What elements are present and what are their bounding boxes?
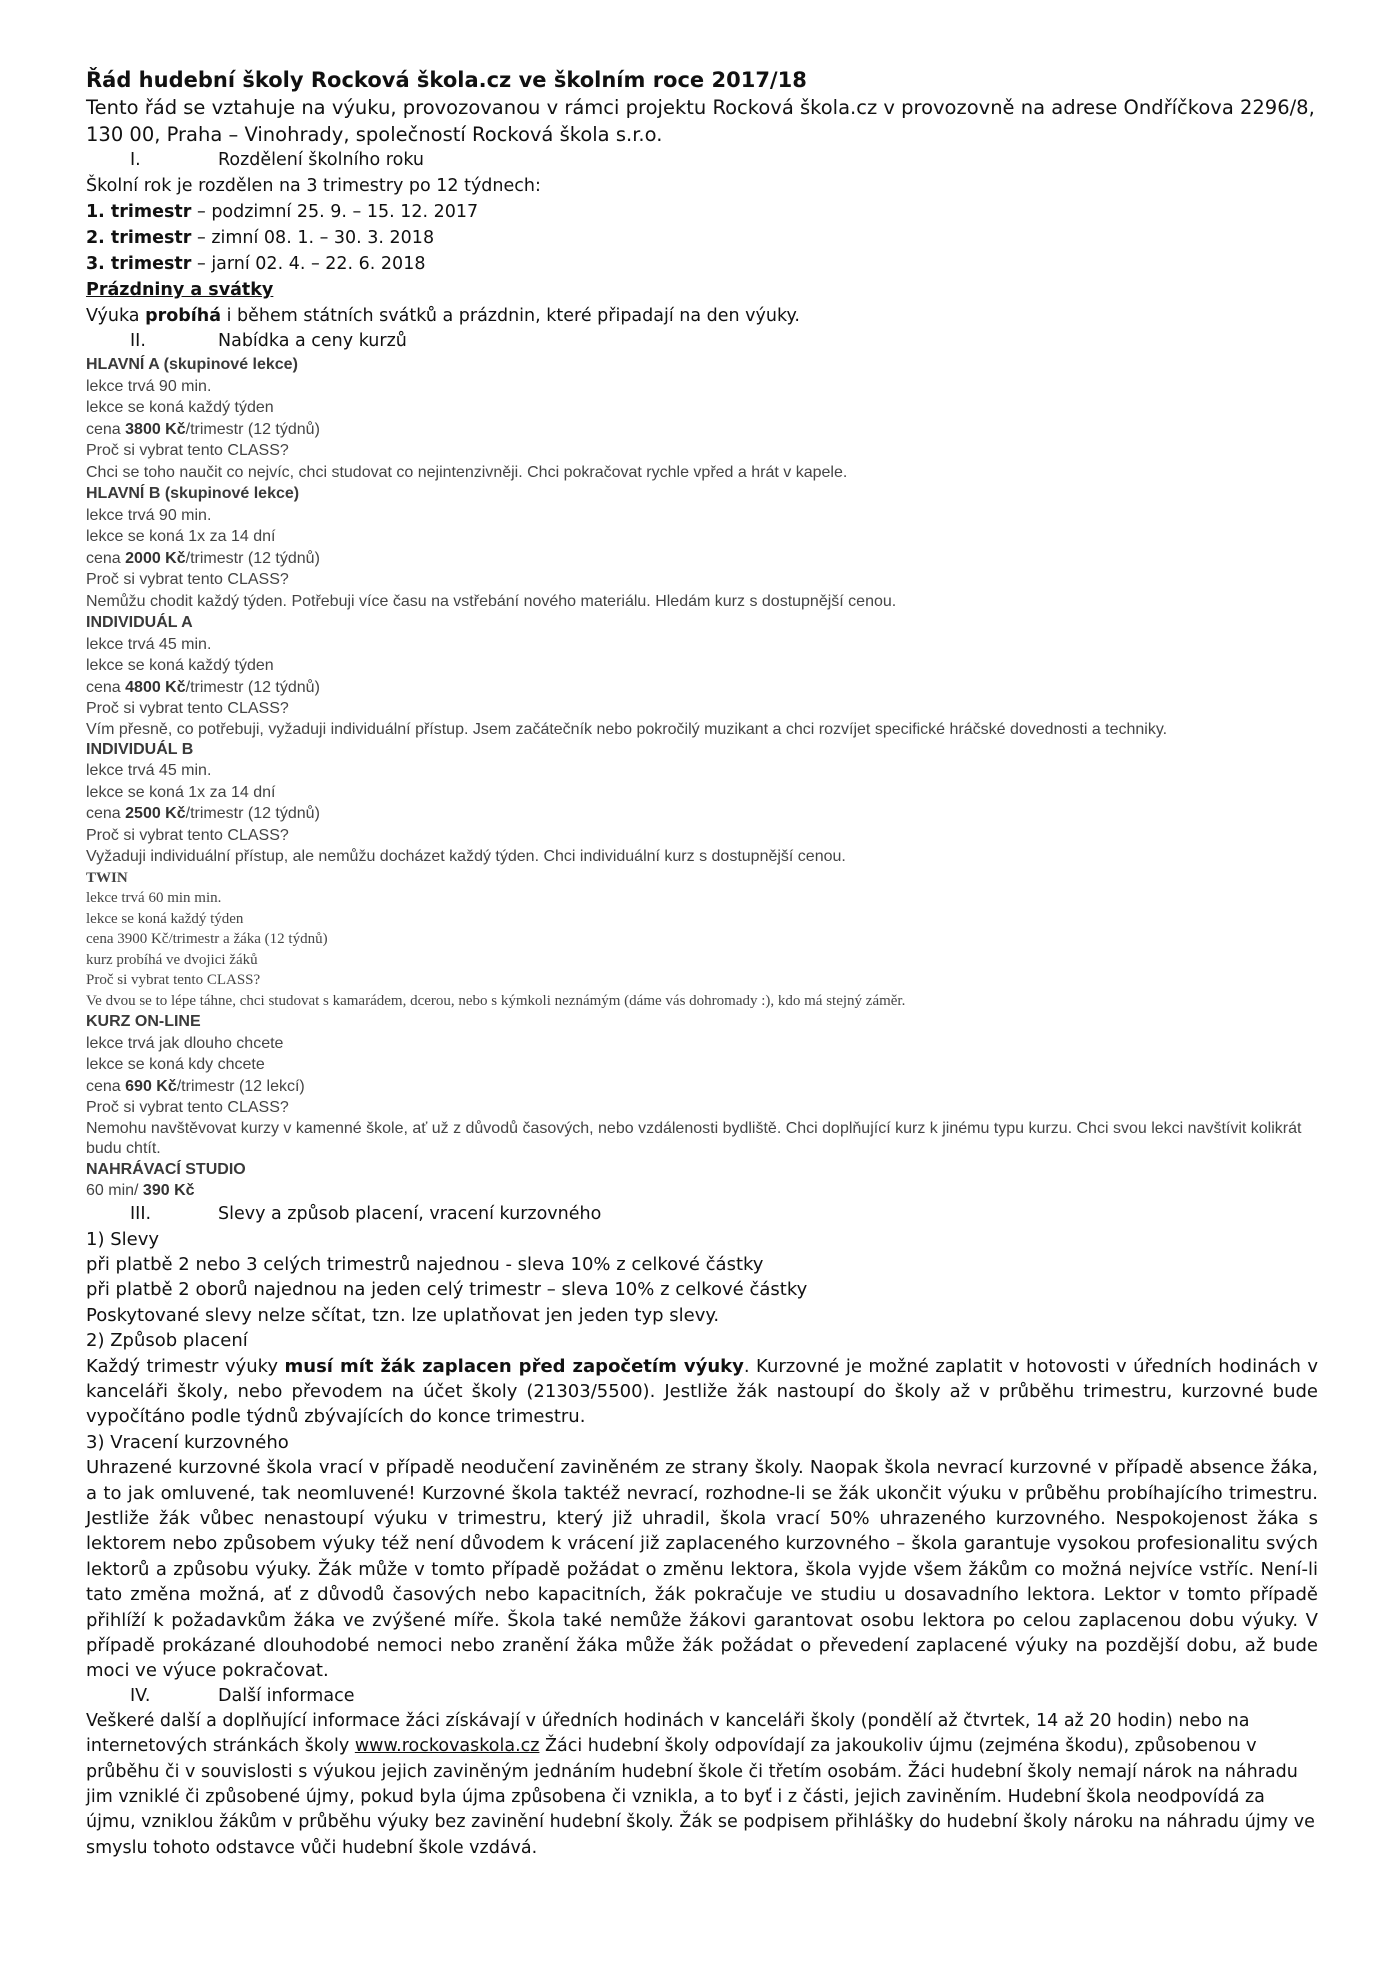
course-frequency: lekce se koná kdy chcete [86, 1056, 265, 1073]
refund-subheading: 3) Vracení kurzovného [86, 1431, 289, 1453]
document-title: Řád hudební školy Rocková škola.cz ve školním roce 2017/18 [86, 68, 807, 92]
course-frequency: lekce se koná 1x za 14 dní [86, 783, 276, 801]
course-price: cena 690 Kč/trimestr (12 lekcí) [86, 1077, 305, 1095]
course-price: cena 3900 Kč/trimestr a žáka (12 týdnů) [86, 931, 328, 947]
course-frequency: lekce se koná každý týden [86, 399, 274, 416]
course-title: NAHRÁVACÍ STUDIO [86, 1160, 246, 1178]
course-duration: lekce trvá jak dlouho chcete [86, 1034, 284, 1052]
course-price: cena 2000 Kč/trimestr (12 týdnů) [86, 549, 320, 567]
course-duration: lekce trvá 45 min. [86, 635, 212, 653]
discount-2: při platbě 2 oborů najednou na jeden celý trimestr – sleva 10% z celkové částky [86, 1279, 808, 1301]
course-why: Proč si vybrat tento CLASS? [86, 1099, 289, 1116]
section-1-heading: I. Rozdělení školního roku [130, 150, 425, 170]
course-hlavni-b [86, 483, 1318, 612]
course-title: HLAVNÍ B (skupinové lekce) [86, 485, 300, 502]
refund-text: Uhrazené kurzovné škola vrací v případě neodučení zaviněném ze strany školy. Naopak škola nevrací kurzovné v případě absence žáka, a to jak omluvené, tak neomluvené! Kurzovné škola taktéž nevrací, rozhodne-li se žák ukončit výuku v průběhu probíhajícího trimestru. Jestliže žák vůbec nenastoupí výuku v trimestru, který již uhradil, škola vrací 50% uhrazeného kurzovného. Nespokojenost žáka s lektorem nebo způsobem výuky též není důvodem k vrácení již zaplaceného kurzovného – škola garantuje vysokou profesionalitu svých lektorů a způsobu výuky. Žák může v tomto případě požádat o změnu lektora, škola vyjde všem žákům co možná nejvíce vstříc. Není-li tato změna možná, ať z důvodů časových nebo kapacitních, žák pokračuje ve studiu u dosavadního lektora. Lektor v tomto případě přihlíží k požadavkům žáka ve zvýšené míře. Škola také nemůže žákovi garantovat osobu lektora po celou zaplacenou dobu výuky. V případě prokázané dlouhodobé nemoci nebo zranění žáka může žák požádat o převedení zaplacené výuky na pozdější dobu, až bude moci ve výuce pokračovat. [86, 1457, 1318, 1682]
section-3-heading: III. Slevy a způsob placení, vracení kurzovného [130, 1203, 602, 1224]
payment-subheading: 2) Způsob placení [86, 1330, 248, 1352]
course-studio [86, 1159, 1318, 1202]
course-price: cena 3800 Kč/trimestr (12 týdnů) [86, 420, 320, 438]
course-individual-a [86, 612, 1318, 739]
payment-text: Každý trimestr výuky musí mít žák zaplacen před započetím výuky. Kurzovné je možné zaplatit v hotovosti v úředních hodinách v kanceláři školy, nebo převodem na účet školy (21303/5500). Jestliže žák nastoupí do školy až v průběhu trimestru, kurzovné bude vypočítáno podle týdnů zbývajících do konce trimestru. [86, 1355, 1318, 1428]
course-reason: Nemohu navštěvovat kurzy v kamenné škole, ať už z důvodů časových, nebo vzdálenosti bydliště. Chci doplňující kurz k jinému typu kurzu. Chci svou lekci navštívit kolikrát budu chtít. [86, 1119, 1302, 1157]
discounts-subheading: 1) Slevy [86, 1228, 160, 1250]
course-title: KURZ ON-LINE [86, 1013, 201, 1030]
course-frequency: lekce se koná každý týden [86, 657, 274, 674]
course-reason: Vím přesně, co potřebuji, vyžaduji individuální přístup. Jsem začátečník nebo pokročilý muzikant a chci rozvíjet specifické hráčské dovednosti a techniky. [86, 720, 1168, 738]
course-duration: lekce trvá 90 min. [86, 506, 212, 524]
section-4-heading: IV. Další informace [130, 1685, 355, 1706]
course-why: Proč si vybrat tento CLASS? [86, 442, 289, 459]
course-frequency: lekce se koná 1x za 14 dní [86, 528, 276, 545]
trimester-1: 1. trimestr – podzimní 25. 9. – 15. 12. 2017 [86, 202, 479, 222]
course-twin [86, 868, 1318, 1012]
course-individual-b [86, 739, 1318, 868]
holidays-heading: Prázdniny a svátky [86, 280, 274, 300]
further-info-text: Veškeré další a doplňující informace žáci získávají v úředních hodinách v kanceláři školy (pondělí až čtvrtek, 14 až 20 hodin) nebo na internetových stránkách školy www.rockovaskola.cz Žáci hudební školy odpovídají za jakoukoliv újmu (zejména škodu), způsobenou v průběhu či v souvislosti s výukou jejich zaviněným jednáním hudební škole či třetím osobám. Žáci hudební školy nemají nárok na náhradu jim vzniklé či způsobené újmy, pokud byla újma způsobena či vznikla, a to byť i z části, jejich zaviněním. Hudební škola neodpovídá za újmu, vzniklou žákům v průběhu výuky bez zavinění hudební školy. Žák se podpisem přihlášky do hudební školy nároku na náhradu újmy ve smyslu tohoto odstavce vůči hudební škole vzdává. [86, 1710, 1315, 1858]
course-duration: lekce trvá 90 min. [86, 377, 212, 395]
course-online [86, 1011, 1318, 1159]
holidays-text: Výuka probíhá i během státních svátků a prázdnin, které připadají na den výuky. [86, 306, 800, 326]
course-price: 60 min/ 390 Kč [86, 1182, 195, 1199]
course-reason: Chci se toho naučit co nejvíc, chci studovat co nejintenzivněji. Chci pokračovat rychle vpřed a hrát v kapele. [86, 463, 848, 481]
course-pairs: kurz probíhá ve dvojici žáků [86, 951, 258, 968]
discount-1: při platbě 2 nebo 3 celých trimestrů najednou - sleva 10% z celkové částky [86, 1253, 764, 1275]
course-reason: Nemůžu chodit každý týden. Potřebuji více času na vstřebání nového materiálu. Hledám kurz s dostupnější cenou. [86, 592, 897, 610]
course-why: Proč si vybrat tento CLASS? [86, 826, 289, 844]
discount-3: Poskytované slevy nelze sčítat, tzn. lze uplatňovat jen jeden typ slevy. [86, 1304, 720, 1326]
section-2-heading: II. Nabídka a ceny kurzů [130, 331, 407, 351]
course-price: cena 2500 Kč/trimestr (12 týdnů) [86, 805, 320, 822]
course-reason: Ve dvou se to lépe táhne, chci studovat s kamarádem, dcerou, nebo s kýmkoli neznámým (dáme vás dohromady :), kdo má stejný záměr. [86, 992, 906, 1009]
course-why: Proč si vybrat tento CLASS? [86, 700, 289, 717]
course-hlavni-a [86, 354, 1318, 483]
trimester-2: 2. trimestr – zimní 08. 1. – 30. 3. 2018 [86, 228, 435, 248]
course-why: Proč si vybrat tento CLASS? [86, 972, 261, 988]
document-intro: Tento řád se vztahuje na výuku, provozovanou v rámci projektu Rocková škola.cz v provozovně na adrese Ondříčkova 2296/8, 130 00, Praha – Vinohrady, společností Rocková škola s.r.o. [86, 96, 1315, 146]
school-website-link[interactable]: www.rockovaskola.cz [354, 1736, 540, 1757]
course-why: Proč si vybrat tento CLASS? [86, 571, 289, 588]
course-duration: lekce trvá 45 min. [86, 762, 212, 779]
course-duration: lekce trvá 60 min min. [86, 890, 222, 906]
course-frequency: lekce se koná každý týden [86, 910, 244, 927]
document-page [86, 66, 1318, 1861]
school-year-lead: Školní rok je rozdělen na 3 trimestry po 12 týdnech: [86, 176, 541, 196]
course-reason: Vyžaduji individuální přístup, ale nemůžu docházet každý týden. Chci individuální kurz s dostupnější cenou. [86, 848, 846, 865]
course-price: cena 4800 Kč/trimestr (12 týdnů) [86, 678, 320, 696]
course-title: HLAVNÍ A (skupinové lekce) [86, 356, 298, 373]
course-title: INDIVIDUÁL A [86, 614, 193, 631]
trimester-3: 3. trimestr – jarní 02. 4. – 22. 6. 2018 [86, 254, 426, 274]
course-title: TWIN [86, 869, 128, 886]
course-title: INDIVIDUÁL B [86, 740, 194, 758]
